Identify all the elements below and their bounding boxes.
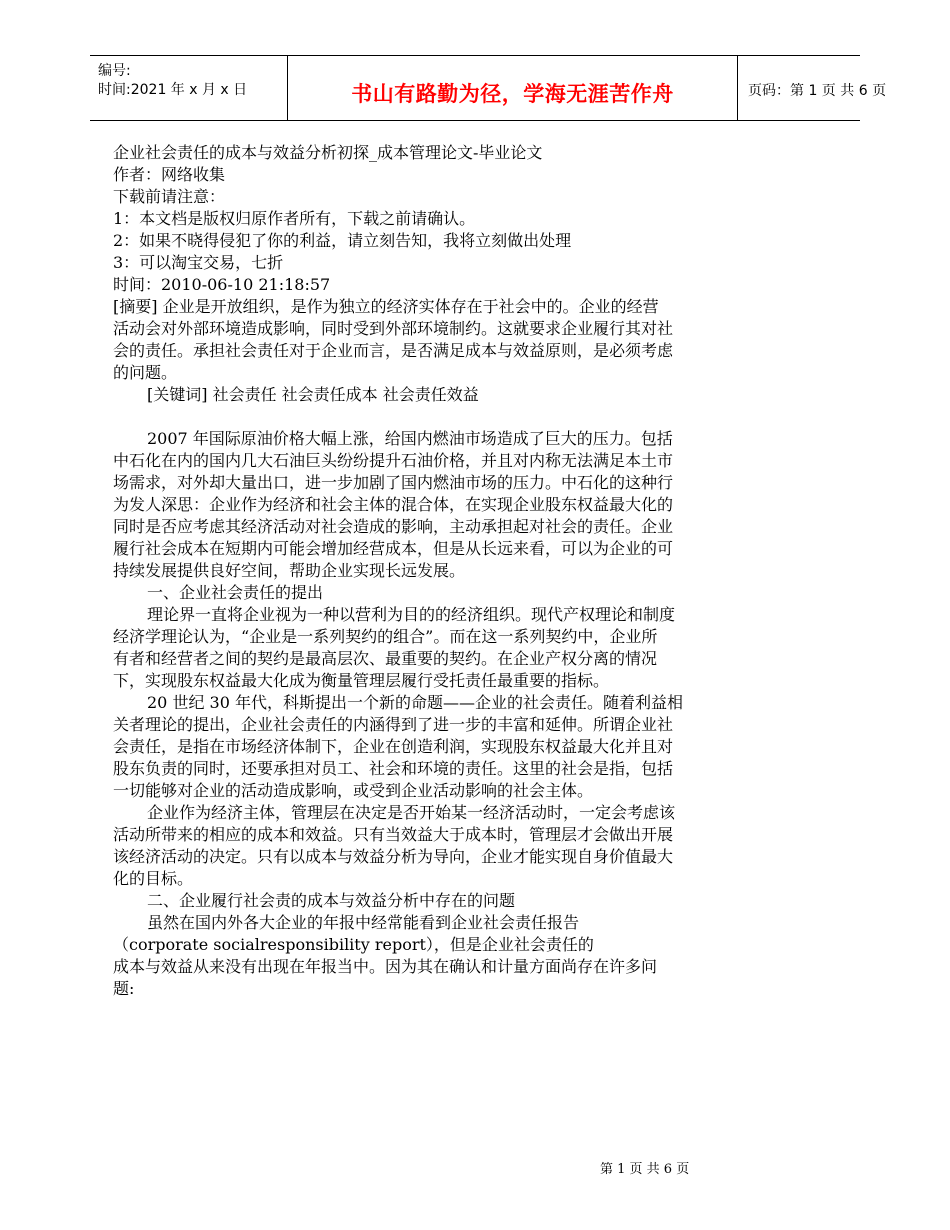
paragraph-line: 持续发展提供良好空间，帮助企业实现长远发展。	[113, 561, 466, 580]
paragraph-line: 会责任，是指在市场经济体制下，企业在创造利润，实现股东权益最大化并且对	[113, 737, 674, 756]
paragraph-line: 履行社会成本在短期内可能会增加经营成本，但是从长远来看，可以为企业的可	[113, 539, 674, 558]
notice-item: 1：本文档是版权归原作者所有，下载之前请确认。	[113, 209, 476, 228]
paragraph-line: 有者和经营者之间的契约是最高层次、最重要的契约。在企业产权分离的情况	[113, 649, 658, 668]
header-motto-cell	[288, 56, 738, 120]
paragraph-line: 一切能够对企业的活动造成影响，或受到企业活动影响的社会主体。	[113, 781, 594, 800]
paragraph-line: 经济学理论认为，“企业是一系列契约的组合”。而在这一系列契约中，企业所	[113, 627, 658, 646]
paragraph-line: 题:	[113, 979, 135, 998]
time-label: 时间:2021 年 x 月 x 日	[98, 82, 248, 98]
paragraph-line: （corporate socialresponsibility report），但是企业社会责任的	[113, 935, 594, 954]
paragraph-line: 为发人深思：企业作为经济和社会主体的混合体，在实现企业股东权益最大化的	[113, 495, 674, 514]
article-body	[113, 142, 773, 1000]
blank-line	[113, 406, 773, 428]
paragraph-line: 企业作为经济主体，管理层在决定是否开始某一经济活动时，一定会考虑该	[147, 803, 676, 822]
article-author: 作者：网络收集	[113, 165, 226, 184]
paragraph-line: 同时是否应考虑其经济活动对社会造成的影响，主动承担起对社会的责任。企业	[113, 517, 674, 536]
abstract-line: 活动会对外部环境造成影响，同时受到外部环境制约。这就要求企业履行其对社	[113, 319, 674, 338]
header-page-code: 页码：第 1 页 共 6 页	[748, 83, 887, 99]
publish-time: 时间：2010-06-10 21:18:57	[113, 275, 331, 294]
paragraph-line: 活动所带来的相应的成本和效益。只有当效益大于成本时，管理层才会做出开展	[113, 825, 674, 844]
notice-item: 3：可以淘宝交易，七折	[113, 253, 284, 272]
header-page-cell	[738, 56, 887, 120]
paragraph-line: 场需求，对外却大量出口，进一步加剧了国内燃油市场的压力。中石化的这种行	[113, 473, 674, 492]
paragraph-line: 该经济活动的决定。只有以成本与效益分析为导向，企业才能实现自身价值最大	[113, 847, 674, 866]
paragraph-line: 虽然在国内外各大企业的年报中经常能看到企业社会责任报告	[147, 913, 580, 932]
notice-item: 2：如果不晓得侵犯了你的利益，请立刻告知，我将立刻做出处理	[113, 231, 572, 250]
paragraph-line: 20 世纪 30 年代，科斯提出一个新的命题——企业的社会责任。随着利益相	[147, 693, 683, 712]
document-header	[90, 55, 887, 121]
section-heading: 二、企业履行社会责的成本与效益分析中存在的问题	[147, 891, 516, 910]
header-motto: 书山有路勤为径，学海无涯苦作舟	[351, 82, 674, 106]
header-meta-cell	[90, 56, 288, 120]
article-title: 企业社会责任的成本与效益分析初探_成本管理论文-毕业论文	[113, 143, 543, 162]
paragraph-line: 2007 年国际原油价格大幅上涨，给国内燃油市场造成了巨大的压力。包括	[147, 429, 673, 448]
abstract-line: [摘要] 企业是开放组织，是作为独立的经济实体存在于社会中的。企业的经营	[113, 297, 659, 316]
abstract-line: 的问题。	[113, 363, 178, 382]
notice-heading: 下载前请注意：	[113, 187, 226, 206]
paragraph-line: 理论界一直将企业视为一种以营利为目的的经济组织。现代产权理论和制度	[147, 605, 676, 624]
abstract-line: 会的责任。承担社会责任对于企业而言，是否满足成本与效益原则，是必须考虑	[113, 341, 674, 360]
page-footer: 第 1 页 共 6 页	[600, 1162, 690, 1177]
serial-label: 编号:	[98, 63, 131, 79]
keywords-line: [关键词] 社会责任 社会责任成本 社会责任效益	[147, 385, 479, 404]
paragraph-line: 化的目标。	[113, 869, 194, 888]
paragraph-line: 中石化在内的国内几大石油巨头纷纷提升石油价格，并且对内称无法满足本土市	[113, 451, 674, 470]
paragraph-line: 下，实现股东权益最大化成为衡量管理层履行受托责任最重要的指标。	[113, 671, 610, 690]
paragraph-line: 成本与效益从来没有出现在年报当中。因为其在确认和计量方面尚存在许多问	[113, 957, 658, 976]
paragraph-line: 股东负责的同时，还要承担对员工、社会和环境的责任。这里的社会是指，包括	[113, 759, 674, 778]
section-heading: 一、企业社会责任的提出	[147, 583, 324, 602]
paragraph-line: 关者理论的提出，企业社会责任的内涵得到了进一步的丰富和延伸。所谓企业社	[113, 715, 674, 734]
